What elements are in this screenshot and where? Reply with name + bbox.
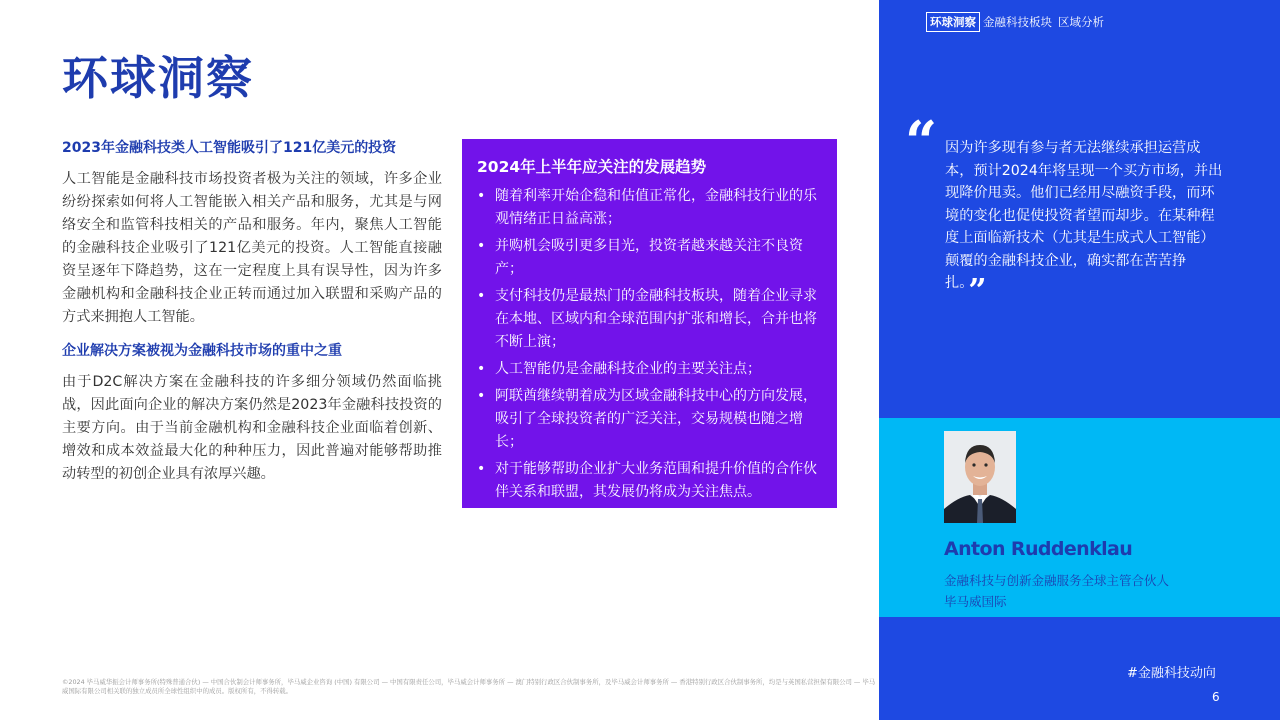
trends-box [462, 139, 837, 508]
pull-quote [945, 137, 1225, 309]
person-role [944, 570, 1169, 612]
page-title: 环球洞察 [62, 51, 254, 105]
person-photo-icon [944, 431, 1016, 523]
legal-footer: ©2024 毕马威华振会计师事务所(特殊普通合伙) — 中国合伙制会计师事务所，毕马威企业咨询 (中国) 有限公司 — 中国有限责任公司，毕马威会计师事务所 — 澳门特别行政区合伙制事务所，及毕马威会计师事务所 — 香港特别行政区合伙制事务所，均是与英国私营担保有限公司 — 毕马威国际有限公司相关联的独立成员所全球性组织中的成员。版权所有，不得转载。 [62, 678, 876, 695]
person-organization: 毕马威国际 [944, 594, 1007, 609]
page-number: 6 [1212, 690, 1220, 704]
trend-item [477, 235, 829, 281]
trends-list [477, 185, 829, 504]
close-quote-icon: ” [968, 271, 987, 309]
person-name: Anton Ruddenklau [944, 538, 1133, 560]
bullet-icon: • [477, 388, 486, 404]
breadcrumb-subsection: 区域分析 [1058, 15, 1104, 29]
bullet-icon: • [477, 361, 486, 377]
hashtag: #金融科技动向 [1127, 666, 1216, 681]
paragraph-enterprise-solutions: 由于D2C解决方案在金融科技的许多细分领域仍然面临挑战，因此面向企业的解决方案仍然是2023年金融科技投资的主要方向。由于当前金融机构和金融科技企业面临着创新、增效和成本效益最大化的种种压力，因此普遍对能够帮助推动转型的初创企业具有浓厚兴趣。 [62, 374, 442, 482]
section-breadcrumb [926, 12, 1110, 32]
trend-item [477, 285, 829, 354]
pull-quote-text: 因为许多现有参与者无法继续承担运营成本，预计2024年将呈现一个买方市场，并出现降价甩卖。他们已经用尽融资手段，而环境的变化也促使投资者望而却步。在某种程度上面临新技术（尤其是生成式人工智能）颠覆的金融科技企业，确实都在苦苦挣扎。 [945, 140, 1223, 291]
trend-item-text: 支付科技仍是最热门的金融科技板块，随着企业寻求在本地、区域内和全球范围内扩张和增长，合并也将不断上演； [495, 288, 817, 350]
trends-title: 2024年上半年应关注的发展趋势 [477, 158, 707, 176]
trend-item-text: 对于能够帮助企业扩大业务范围和提升价值的合作伙伴关系和联盟，其发展仍将成为关注焦点。 [495, 461, 817, 500]
bullet-icon: • [477, 188, 486, 204]
bullet-icon: • [477, 238, 486, 254]
person-title: 金融科技与创新金融服务全球主管合伙人 [944, 573, 1170, 588]
trend-item-text: 阿联酋继续朝着成为区域金融科技中心的方向发展，吸引了全球投资者的广泛关注，交易规模也随之增长； [495, 388, 817, 450]
bullet-icon: • [477, 461, 486, 477]
breadcrumb-tag: 环球洞察 [926, 12, 980, 32]
trend-item [477, 185, 829, 231]
paragraph-ai-investment: 人工智能是金融科技市场投资者极为关注的领域，许多企业纷纷探索如何将人工智能嵌入相关产品和服务，尤其是与网络安全和监管科技相关的产品和服务。年内，聚焦人工智能的金融科技企业吸引了121亿美元的投资。人工智能直接融资呈逐年下降趋势，这在一定程度上具有误导性，因为许多金融机构和金融科技企业正转而通过加入联盟和采购产品的方式来拥抱人工智能。 [62, 171, 442, 325]
section-heading-enterprise-solutions: 企业解决方案被视为金融科技市场的重中之重 [62, 343, 342, 359]
breadcrumb-section: 金融科技板块 [983, 15, 1052, 29]
open-quote-icon: “ [905, 109, 938, 175]
trend-item-text: 随着利率开始企稳和估值正常化，金融科技行业的乐观情绪正日益高涨； [495, 188, 817, 227]
section-heading-ai-investment: 2023年金融科技类人工智能吸引了121亿美元的投资 [62, 140, 397, 156]
trend-item [477, 458, 829, 504]
trend-item-text: 人工智能仍是金融科技企业的主要关注点； [495, 361, 761, 377]
trend-item [477, 385, 829, 454]
trend-item [477, 358, 829, 381]
trend-item-text: 并购机会吸引更多目光，投资者越来越关注不良资产； [495, 238, 803, 277]
profile-card [879, 418, 1280, 617]
bullet-icon: • [477, 288, 486, 304]
left-column [62, 138, 442, 498]
